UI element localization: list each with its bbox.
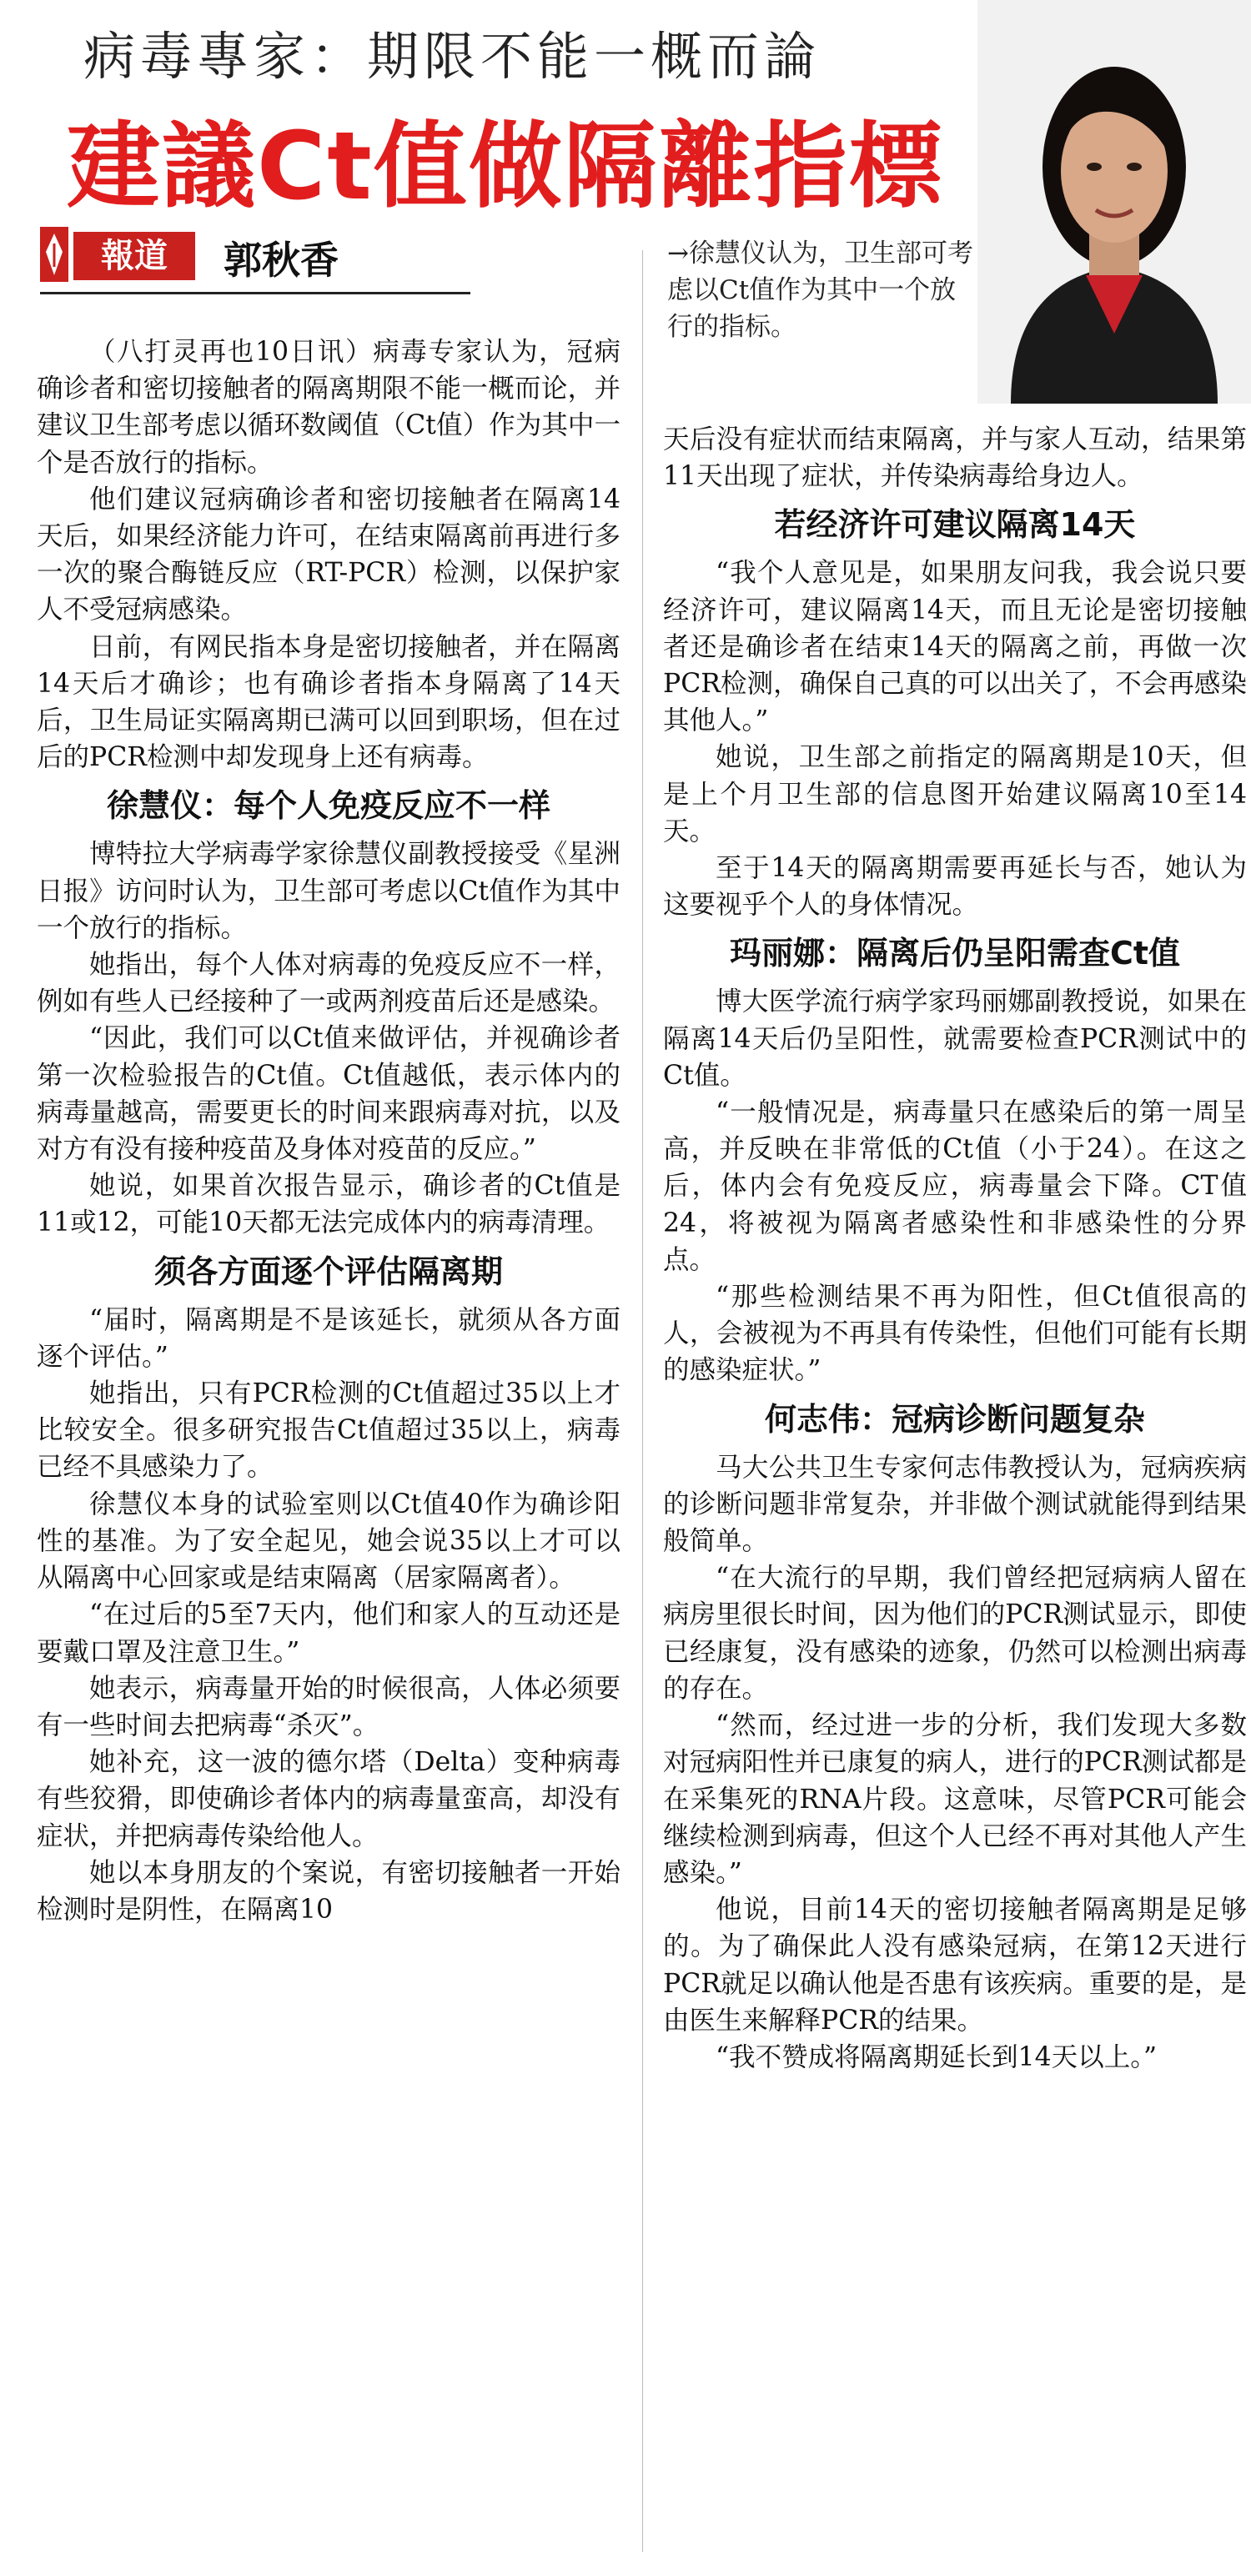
paragraph: “在过后的5至7天内，他们和家人的互动还是要戴口罩及注意卫生。”: [37, 1599, 620, 1667]
paragraph: “届时，隔离期是不是该延长，就须从各方面逐个评估。”: [37, 1304, 620, 1372]
headline: 建議Ct值做隔離指標: [67, 113, 944, 221]
paragraph: 她说，卫生部之前指定的隔离期是10天，但是上个月卫生部的信息图开始建议隔离10至14天。: [663, 742, 1247, 846]
photo-caption-text: →徐慧仪认为，卫生部可考虑以Ct值作为其中一个放行的指标。: [667, 239, 973, 342]
article-column-right: [663, 421, 1247, 2076]
paragraph: 日前，有网民指本身是密切接触者，并在隔离14天后才确诊；也有确诊者指本身隔离了14天后，卫生局证实隔离期已满可以回到职场，但在过后的PCR检测中却发现身上还有病毒。: [37, 631, 620, 773]
paragraph: 至于14天的隔离期需要再延长与否，她认为这要视乎个人的身体情况。: [663, 853, 1247, 921]
subheading: 何志伟：冠病诊断问题复杂: [764, 1400, 1145, 1438]
paragraph: 天后没有症状而结束隔离，并与家人互动，结果第11天出现了症状，并传染病毒给身边人。: [663, 424, 1247, 492]
paragraph: 他们建议冠病确诊者和密切接触者在隔离14天后，如果经济能力许可，在结束隔离前再进行多一次的聚合酶链反应（RT-PCR）检测，以保护家人不受冠病感染。: [37, 484, 620, 625]
paragraph: “然而，经过进一步的分析，我们发现大多数对冠病阳性并已康复的病人，进行的PCR测试都是在采集死的RNA片段。这意味，尽管PCR可能会继续检测到病毒，但这个人已经不再对其他人产生感染。”: [663, 1710, 1247, 1888]
paragraph: “那些检测结果不再为阳性，但Ct值很高的人，会被视为不再具有传染性，但他们可能有长期的感染症状。”: [663, 1282, 1247, 1386]
paragraph: “一般情况是，病毒量只在感染后的第一周呈高，并反映在非常低的Ct值（小于24）。在这之后，体内会有免疫反应，病毒量会下降。CT值24，将被视为隔离者感染性和非感染性的分界点。: [663, 1097, 1247, 1275]
paragraph: 她指出，每个人体对病毒的免疫反应不一样，例如有些人已经接种了一或两剂疫苗后还是感染。: [37, 950, 620, 1017]
paragraph: 她说，如果首次报告显示，确诊者的Ct值是11或12，可能10天都无法完成体内的病毒清理。: [37, 1171, 620, 1238]
paragraph: （八打灵再也10日讯）病毒专家认为，冠病确诊者和密切接触者的隔离期限不能一概而论，并建议卫生部考虑以循环数阈值（Ct值）作为其中一个是否放行的指标。: [37, 337, 620, 478]
subheading: 若经济许可建议隔离14天: [774, 506, 1136, 544]
byline: [40, 227, 474, 285]
pen-nib-icon: [40, 227, 68, 282]
author-name: 郭秋香: [224, 238, 339, 283]
column-divider: [642, 250, 643, 2552]
kicker-title: 病毒專家：期限不能一概而論: [83, 26, 821, 87]
paragraph: 博大医学流行病学家玛丽娜副教授说，如果在隔离14天后仍呈阳性，就需要检查PCR测试中的Ct值。: [663, 987, 1247, 1091]
paragraph: 博特拉大学病毒学家徐慧仪副教授接受《星洲日报》访问时认为，卫生部可考虑以Ct值作为其中一个放行的指标。: [37, 839, 620, 943]
paragraph: “因此，我们可以Ct值来做评估，并视确诊者第一次检验报告的Ct值。Ct值越低，表示体内的病毒量越高，需要更长的时间来跟病毒对抗，以及对方有没有接种疫苗及身体对疫苗的反应。”: [37, 1023, 620, 1165]
paragraph: 他说，目前14天的密切接触者隔离期是足够的。为了确保此人没有感染冠病，在第12天进行PCR就足以确认他是否患有该疾病。重要的是，是由医生来解释PCR的结果。: [663, 1895, 1247, 2036]
paragraph: 徐慧仪本身的试验室则以Ct值40作为确诊阳性的基准。为了安全起见，她会说35以上才可以从隔离中心回家或是结束隔离（居家隔离者）。: [37, 1489, 620, 1594]
article-column-left: [37, 334, 620, 1928]
paragraph: 她补充，这一波的德尔塔（Delta）变种病毒有些狡猾，即使确诊者体内的病毒量蛮高，却没有症状，并把病毒传染给他人。: [37, 1747, 620, 1851]
subheading: 徐慧仪：每个人免疫反应不一样: [106, 787, 550, 825]
byline-rule: [40, 292, 470, 294]
paragraph: 她指出，只有PCR检测的Ct值超过35以上才比较安全。很多研究报告Ct值超过35以上，病毒已经不具感染力了。: [37, 1378, 620, 1483]
paragraph: “我不赞成将隔离期延长到14天以上。”: [716, 2041, 1158, 2072]
report-tag: 報道: [73, 232, 195, 280]
portrait-photo: [977, 0, 1251, 404]
paragraph: 马大公共卫生专家何志伟教授认为，冠病疾病的诊断问题非常复杂，并非做个测试就能得到结果般简单。: [663, 1452, 1247, 1557]
paragraph: “我个人意见是，如果朋友问我，我会说只要经济许可，建议隔离14天，而且无论是密切接触者还是确诊者在结束14天的隔离之前，再做一次PCR检测，确保自己真的可以出关了，不会再感染其他人。”: [663, 558, 1247, 736]
paragraph: “在大流行的早期，我们曾经把冠病病人留在病房里很长时间，因为他们的PCR测试显示，即使已经康复，没有感染的迹象，仍然可以检测出病毒的存在。: [663, 1563, 1247, 1704]
subheading: 玛丽娜：隔离后仍呈阳需查Ct值: [729, 935, 1181, 972]
photo-caption: [667, 235, 976, 345]
paragraph: 她以本身朋友的个案说，有密切接触者一开始检测时是阴性，在隔离10: [37, 1857, 620, 1925]
paragraph: 她表示，病毒量开始的时候很高，人体必须要有一些时间去把病毒“杀灭”。: [37, 1673, 620, 1740]
subheading: 须各方面逐个评估隔离期: [153, 1253, 503, 1290]
